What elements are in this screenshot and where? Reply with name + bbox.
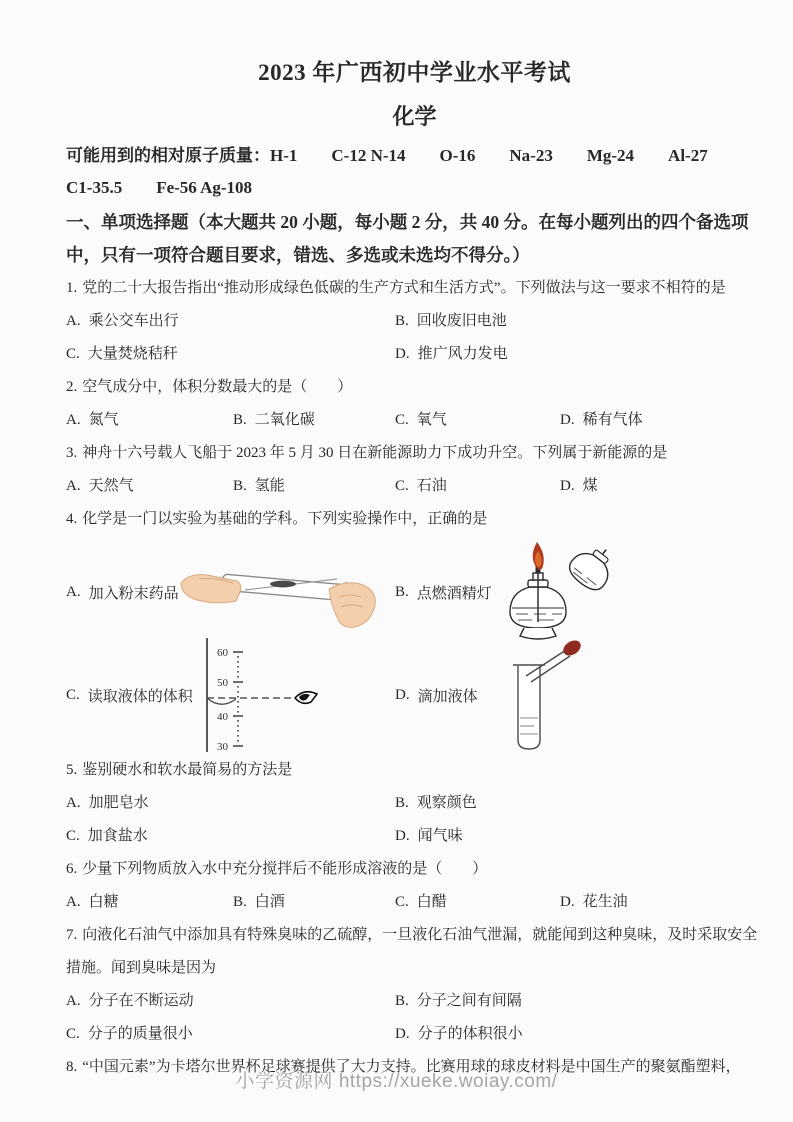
question-2-text: 空气成分中，体积分数最大的是（ ）: [82, 379, 353, 395]
question-1-option-c: C. 大量焚烧秸秆: [66, 346, 178, 362]
question-7-number: 7.: [66, 927, 78, 943]
question-6-number: 6.: [66, 861, 78, 877]
question-5-number: 5.: [66, 762, 78, 778]
question-6-option-a: A. 白糖: [66, 894, 119, 910]
question-3-option-d: D. 煤: [560, 478, 598, 494]
question-2-option-c: C. 氧气: [395, 412, 447, 428]
question-5-text: 鉴别硬水和软水最简易的方法是: [82, 762, 293, 778]
question-4-text: 化学是一门以实验为基础的学科。下列实验操作中，正确的是: [82, 511, 488, 527]
scale-label-60: 60: [216, 647, 228, 659]
question-4-options-row-1: [66, 536, 763, 636]
scale-label-50: 50: [216, 677, 228, 689]
question-5-option-b: B. 观察颜色: [395, 795, 477, 811]
question-6-option-b: B. 白酒: [233, 894, 285, 910]
question-3-option-c: C. 石油: [395, 478, 447, 494]
question-2-option-d: D. 稀有气体: [560, 412, 643, 428]
question-6-options: [66, 886, 763, 919]
question-4-option-b: B. 点燃酒精灯: [395, 536, 763, 648]
question-6-option-c: C. 白醋: [395, 894, 447, 910]
question-1-options-row-2: [66, 338, 763, 371]
question-2-option-a: A. 氮气: [66, 412, 119, 428]
question-5-option-c: C. 加食盐水: [66, 828, 148, 844]
question-8-text: “中国元素”为卡塔尔世界杯足球赛提供了大力支持。比赛用球的球皮材料是中国生产的聚氨酯塑料，: [82, 1059, 741, 1075]
question-7-option-c: C. 分子的质量很小: [66, 1026, 193, 1042]
question-7-text: 向液化石油气中添加具有特殊臭味的乙硫醇，一旦液化石油气泄漏，就能闻到这种臭味，及时采取安全措施。闻到臭味是因为: [66, 927, 758, 976]
question-5-option-a: A. 加肥皂水: [66, 795, 149, 811]
question-2-stem: [66, 371, 763, 404]
scale-label-40: 40: [216, 711, 228, 723]
question-1-options-row-1: [66, 305, 763, 338]
question-5-options-row-2: [66, 820, 763, 853]
question-7-stem: [66, 919, 763, 985]
question-6-option-d: D. 花生油: [560, 894, 628, 910]
adding-powder-illustration: [179, 549, 379, 635]
atomic-masses-line1: 可能用到的相对原子质量：H-1 C-12 N-14 O-16 Na-23 Mg-24 Al-27: [66, 146, 708, 165]
question-6-text: 少量下列物质放入水中充分搅拌后不能形成溶液的是（ ）: [82, 861, 488, 877]
question-4-options-row-2: [66, 636, 763, 754]
footer-watermark: 小学资源网 https://xueke.woiay.com/: [235, 1071, 558, 1092]
question-2-number: 2.: [66, 379, 78, 395]
scale-label-30: 30: [216, 741, 228, 753]
question-7-options-row-1: [66, 985, 763, 1018]
question-5-options-row-1: [66, 787, 763, 820]
graduated-cylinder-reading-illustration: [193, 636, 323, 754]
question-1-option-d: D. 推广风力发电: [395, 346, 508, 362]
section-one-header: 一、单项选择题（本大题共 20 小题，每小题 2 分，共 40 分。在每小题列出的四个备选项中，只有一项符合题目要求，错选、多选或未选均不得分。）: [66, 212, 749, 265]
question-3-stem: [66, 437, 763, 470]
question-7-option-d: D. 分子的体积很小: [395, 1026, 523, 1042]
question-1-stem: [66, 272, 763, 305]
question-4-stem: [66, 503, 763, 536]
question-4-option-c: C. 读取液体的体积 60 50 40 30: [66, 636, 395, 754]
question-2-options: [66, 404, 763, 437]
question-4-number: 4.: [66, 511, 78, 527]
eye-icon: [295, 692, 317, 704]
question-3-options: [66, 470, 763, 503]
question-7-option-a: A. 分子在不断运动: [66, 993, 194, 1009]
lighting-alcohol-lamp-illustration: [492, 536, 618, 648]
question-7-options-row-2: [66, 1018, 763, 1051]
question-1-option-b: B. 回收废旧电池: [395, 313, 507, 329]
question-8-number: 8.: [66, 1059, 78, 1075]
question-6-stem: [66, 853, 763, 886]
question-5-option-d: D. 闻气味: [395, 828, 463, 844]
dropper-test-tube-illustration: [478, 636, 590, 754]
question-1-option-a: A. 乘公交车出行: [66, 313, 179, 329]
exam-subject: 化学: [392, 104, 437, 129]
question-3-number: 3.: [66, 445, 78, 461]
question-1-text: 党的二十大报告指出“推动形成绿色低碳的生产方式和生活方式”。下列做法与这一要求不相符的是: [82, 280, 726, 296]
question-3-option-a: A. 天然气: [66, 478, 134, 494]
question-2-option-b: B. 二氧化碳: [233, 412, 315, 428]
exam-title: 2023 年广西初中学业水平考试: [258, 60, 571, 85]
atomic-masses-line2: C1-35.5 Fe-56 Ag-108: [66, 178, 253, 197]
question-4-option-d: D. 滴加液体: [395, 636, 763, 754]
question-4-option-a: A. 加入粉末药品: [66, 549, 395, 635]
question-1-number: 1.: [66, 280, 78, 296]
question-3-option-b: B. 氢能: [233, 478, 285, 494]
question-3-text: 神舟十六号载人飞船于 2023 年 5 月 30 日在新能源助力下成功升空。下列属于新能源的是: [82, 445, 668, 461]
question-5-stem: [66, 754, 763, 787]
question-7-option-b: B. 分子之间有间隔: [395, 993, 522, 1009]
